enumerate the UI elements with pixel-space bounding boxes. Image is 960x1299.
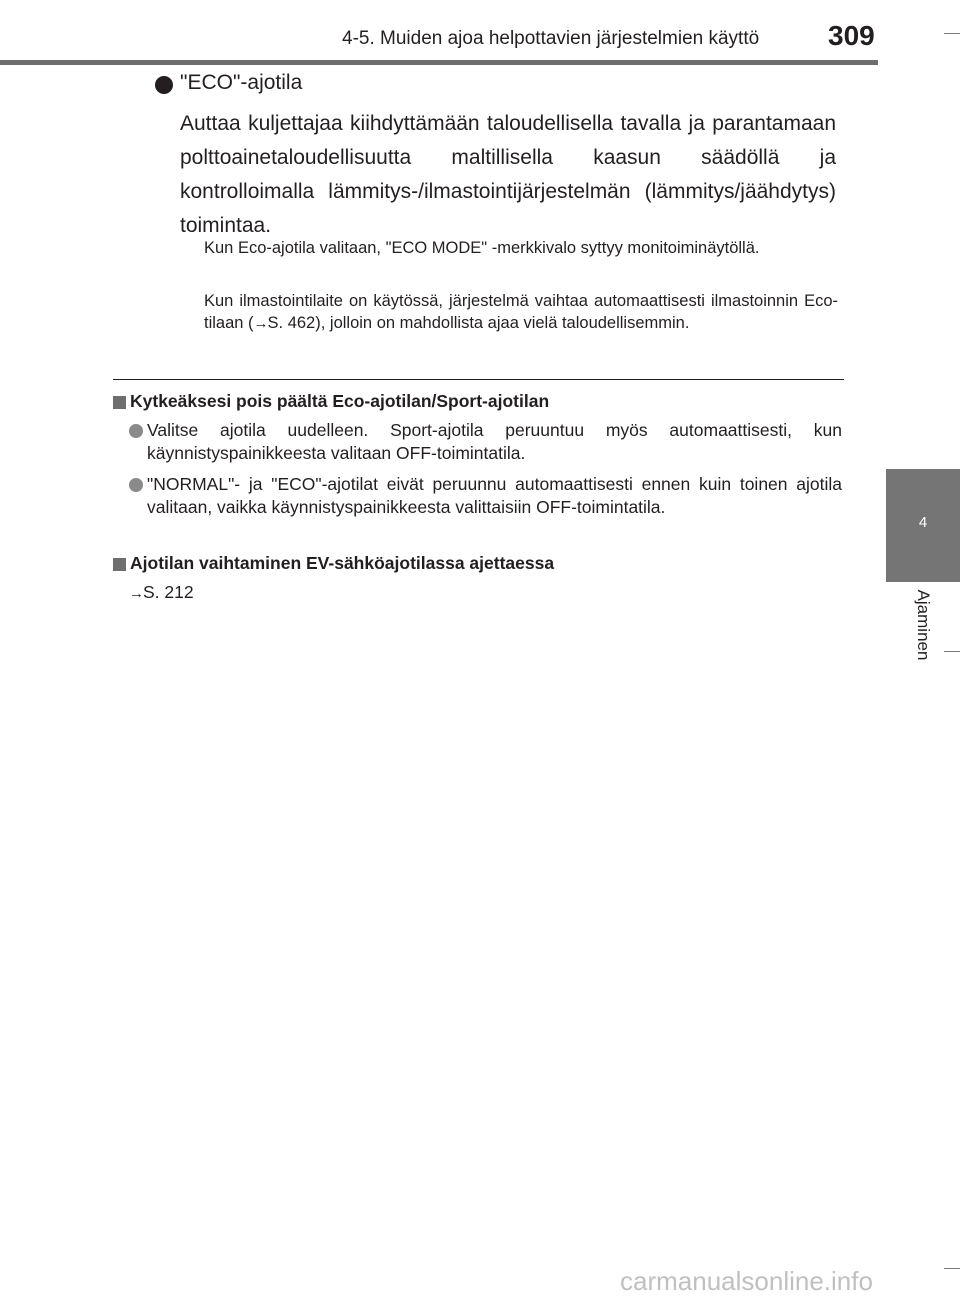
watermark: carmanualsonline.info [620,1266,873,1296]
section-divider [113,379,844,380]
right-arrow-icon: → [253,315,268,332]
gray-square-icon [113,558,126,571]
page-reference-link[interactable]: S. 462 [267,314,316,332]
chapter-number: 4 [918,514,928,531]
page-reference-link[interactable]: S. 212 [143,582,194,602]
switch-off-item-1: Valitse ajotila uudelleen. Sport-ajotila peruuntuu myös automaattisesti, kun käynnistyspainikkeesta valitaan OFF-toimintatila. [147,420,842,463]
gray-circle-icon [129,478,143,492]
ev-mode-heading: Ajotilan vaihtaminen EV-sähköajotilassa ajettaessa [130,553,555,573]
filled-circle-icon [155,76,173,94]
crop-mark-middle [944,651,960,652]
gray-circle-icon [129,424,143,438]
eco-note-air-conditioning [204,290,838,335]
switch-off-item-2: "NORMAL"- ja "ECO"-ajotilat eivät peruunnu automaattisesti ennen kuin toinen ajotila valitaan, vaikka käynnistyspainikkeesta valittaisiin OFF-toimintatila. [147,474,842,517]
eco-description: Auttaa kuljettajaa kiihdyttämään taloudellisella tavalla ja parantamaan polttoainetaloudellisuutta maltillisella kaasun säädöllä ja kontrolloimalla lämmitys-/ilmastointijärjestelmän (lämmitys/jäähdytys) toimintaa. [180,112,836,237]
crop-mark-top [944,33,960,34]
header-rule [0,60,878,65]
right-arrow-icon: → [129,585,143,602]
running-header: 4-5. Muiden ajoa helpottavien järjestelmien käyttö [342,28,760,49]
chapter-label: Ajaminen [914,589,933,661]
eco-note-text-after: ), jolloin on mahdollista ajaa vielä taloudellisemmin. [315,314,690,332]
page-number: 309 [828,20,875,51]
switch-off-heading: Kytkeäksesi pois päältä Eco-ajotilan/Sport-ajotilan [130,391,550,411]
ev-mode-reference [129,582,194,603]
crop-mark-bottom [944,1268,960,1269]
gray-square-icon [113,396,126,409]
eco-note-text-before: Kun ilmastointilaite on käytössä, järjestelmä vaihtaa automaattisesti ilmastoinnin Eco-tilaan ( [204,292,838,332]
eco-section-title: "ECO"-ajotila [180,71,303,94]
eco-note-indicator: Kun Eco-ajotila valitaan, "ECO MODE" -merkkivalo syttyy monitoiminäytöllä. [204,239,760,257]
